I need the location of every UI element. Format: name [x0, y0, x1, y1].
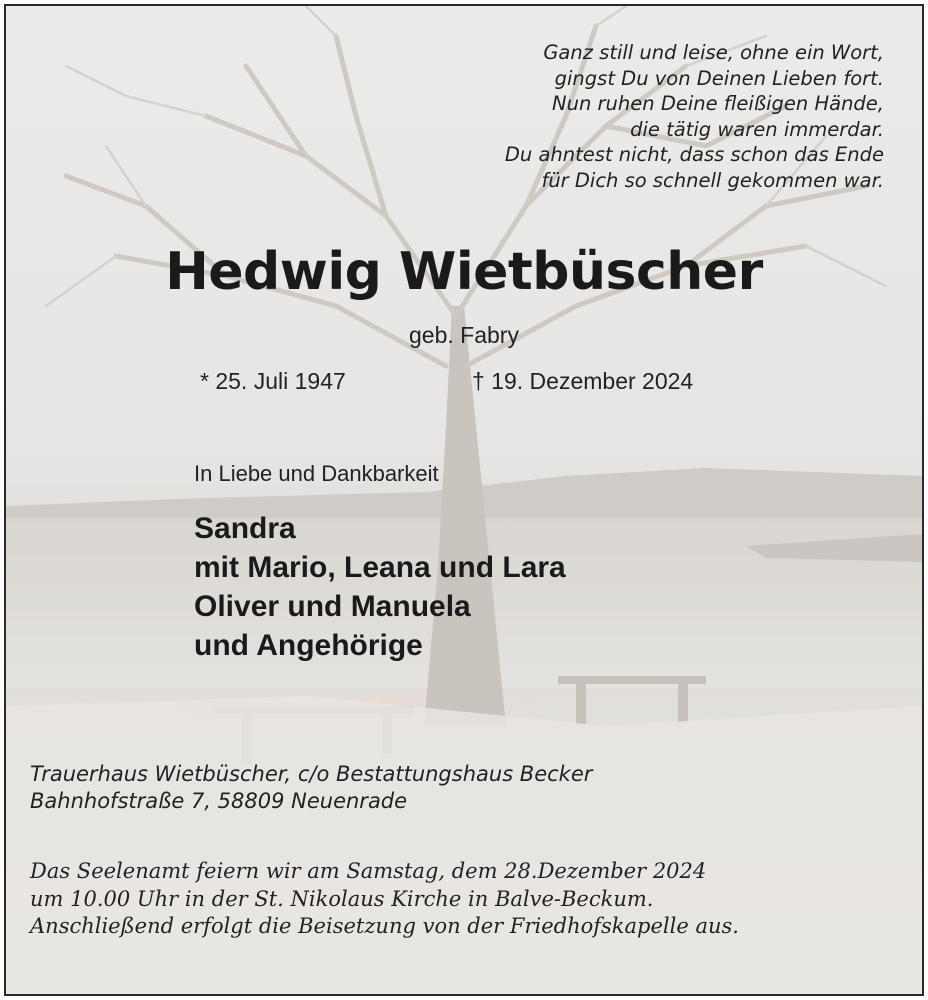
- mourning-house-address: [30, 761, 592, 815]
- mourner-line: und Angehörige: [194, 629, 423, 662]
- service-announcement: [30, 858, 739, 941]
- mourner-line: Oliver und Manuela: [194, 590, 471, 623]
- address-line: Trauerhaus Wietbüscher, c/o Bestattungshaus Becker: [30, 762, 593, 786]
- poem-line: Nun ruhen Deine fleißigen Hände,: [552, 92, 884, 116]
- poem-line: die tätig waren immerdar.: [630, 117, 884, 141]
- dedication-text: In Liebe und Dankbarkeit: [194, 461, 439, 486]
- mourner-line: mit Mario, Leana und Lara: [194, 551, 566, 584]
- service-line: Anschließend erfolgt die Beisetzung von der Friedhofskapelle aus.: [30, 914, 739, 938]
- deceased-name: Hedwig Wietbüscher: [165, 242, 763, 302]
- death-date: † 19. Dezember 2024: [472, 368, 694, 394]
- service-line: um 10.00 Uhr in der St. Nikolaus Kirche in Balve-Beckum.: [30, 886, 654, 911]
- birth-date: * 25. Juli 1947: [200, 368, 346, 394]
- poem-line: Du ahntest nicht, dass schon das Ende: [504, 143, 884, 167]
- mourner-line: Sandra: [194, 512, 296, 545]
- address-line: Bahnhofstraße 7, 58809 Neuenrade: [30, 789, 408, 813]
- mourners-list: [194, 509, 566, 665]
- maiden-name: geb. Fabry: [409, 322, 519, 348]
- service-line: Das Seelenamt feiern wir am Samstag, dem 28.Dezember 2024: [30, 859, 707, 883]
- poem-line: gingst Du von Deinen Lieben fort.: [554, 66, 884, 90]
- poem-line: für Dich so schnell gekommen war.: [541, 168, 884, 192]
- obituary-notice: [4, 4, 924, 996]
- memorial-poem: [284, 40, 884, 194]
- poem-line: Ganz still und leise, ohne ein Wort,: [543, 41, 884, 64]
